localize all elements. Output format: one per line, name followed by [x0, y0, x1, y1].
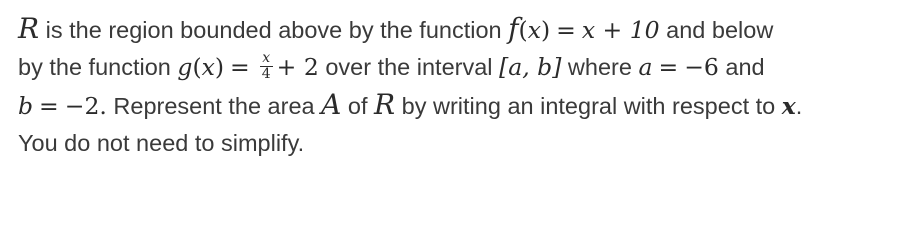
- text-by-function: by the function: [18, 54, 178, 80]
- text-integral: by writing an integral with respect to: [395, 93, 782, 119]
- a-value: −6: [684, 53, 719, 81]
- problem-statement: [18, 10, 890, 162]
- f-arg: x: [527, 16, 541, 44]
- text-represent: Represent the area: [106, 93, 322, 119]
- g-plus: + 2: [276, 53, 319, 81]
- g-name: g: [177, 53, 193, 81]
- line-2: [18, 49, 890, 86]
- area-symbol: A: [321, 88, 342, 121]
- text-and-below: and below: [659, 17, 774, 43]
- b-definition: b = −2.: [18, 92, 107, 120]
- region-symbol-2: R: [374, 88, 396, 121]
- line-3: [18, 86, 890, 125]
- line-1: [18, 10, 890, 49]
- b-name: b: [18, 92, 34, 120]
- f-definition: f(x) = x + 10: [508, 12, 660, 45]
- b-value: −2.: [64, 92, 107, 120]
- interval: [a, b]: [499, 53, 562, 81]
- f-name: f: [508, 12, 519, 45]
- text-over-interval: over the interval: [318, 54, 500, 80]
- g-fraction: [260, 51, 273, 82]
- text-where: where: [561, 54, 639, 80]
- a-name: a: [638, 53, 653, 81]
- text-period: .: [795, 93, 803, 119]
- text-and: and: [718, 54, 765, 80]
- text-is-region: is the region bounded above by the function: [39, 17, 509, 43]
- g-arg: x: [201, 53, 215, 81]
- g-definition: g(x) = $\frac{x}{4}$ + 2: [177, 50, 319, 82]
- f-body: x + 10: [581, 16, 660, 44]
- g-fraction-numerator: x: [260, 51, 273, 67]
- g-fraction-denominator: 4: [261, 66, 271, 82]
- region-symbol: R: [18, 12, 40, 45]
- a-definition: a = −6: [638, 53, 719, 81]
- integration-variable: x: [781, 92, 796, 120]
- text-no-simplify: You do not need to simplify.: [18, 130, 305, 156]
- text-of: of: [341, 93, 375, 119]
- line-4: [18, 125, 890, 162]
